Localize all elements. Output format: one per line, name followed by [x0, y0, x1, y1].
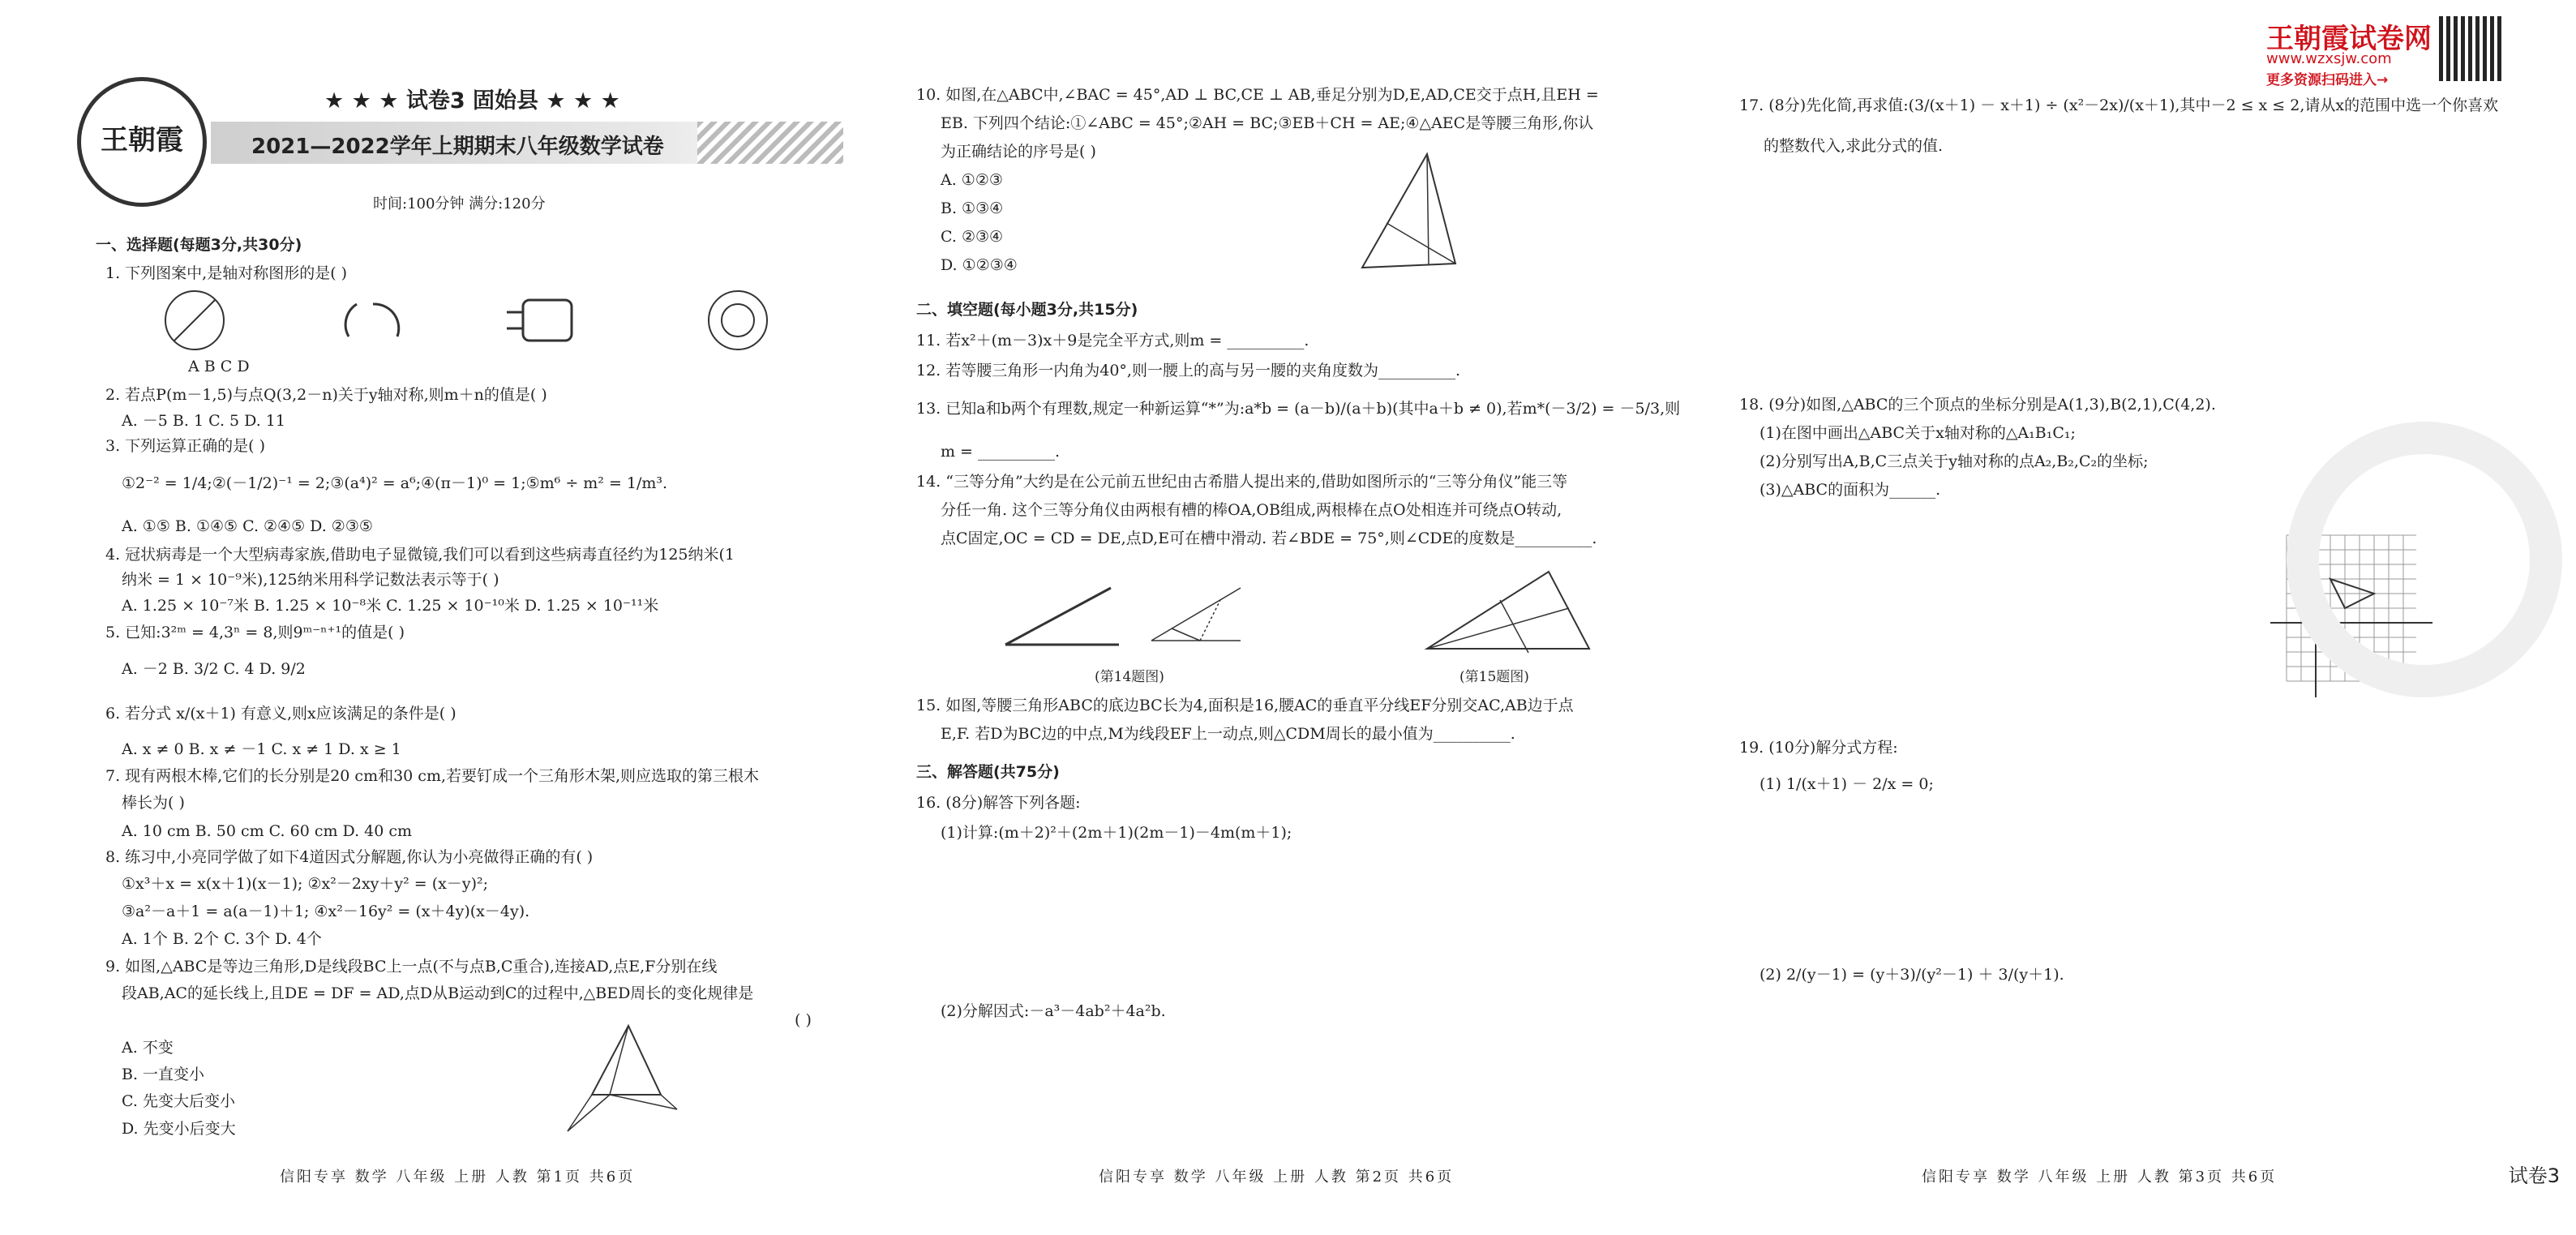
q1-figure-c: [523, 300, 572, 341]
q8-items-2: ③a²－a＋1 = a(a－1)＋1; ④x²－16y² = (x＋4y)(x－4y).: [122, 903, 530, 920]
q9-text-2: 段AB,AC的延长线上,且DE = DF = AD,点D从B运动到C的过程中,△BED周长的变化规律是: [122, 984, 754, 1002]
brand-name: 王朝霞试卷网: [2266, 23, 2432, 55]
brand-tagline: 更多资源扫码进入→: [2266, 72, 2389, 88]
q6-options: A. x ≠ 0 B. x ≠ －1 C. x ≠ 1 D. x ≥ 1: [122, 740, 401, 758]
q10-text-1: 10. 如图,在△ABC中,∠BAC = 45°,AD ⊥ BC,CE ⊥ AB,垂足分别为D,E,AD,CE交于点H,且EH =: [916, 86, 1599, 104]
q18-part-2: (2)分别写出A,B,C三点关于y轴对称的点A₂,B₂,C₂的坐标;: [1759, 452, 2149, 470]
q1-figures: [158, 288, 774, 357]
brand-logo: [77, 77, 207, 207]
q9-blank: ( ): [795, 1011, 812, 1029]
q15-figure: [1411, 560, 1662, 661]
footer-page-3: 信阳专享 数学 八年级 上册 人教 第3页 共6页: [1922, 1169, 2278, 1186]
q10-figure: [1338, 146, 1484, 284]
q10-option-a: A. ①②③: [941, 171, 1003, 189]
q9-option-b: B. 一直变小: [122, 1066, 205, 1083]
q9-option-c: C. 先变大后变小: [122, 1092, 235, 1110]
q4-options: A. 1.25 × 10⁻⁷米 B. 1.25 × 10⁻⁸米 C. 1.25 × 10⁻¹⁰米 D. 1.25 × 10⁻¹¹米: [122, 597, 659, 615]
paper-tag: 试卷3: [2508, 1164, 2560, 1187]
q16-part-1: (1)计算:(m＋2)²＋(2m＋1)(2m－1)－4m(m＋1);: [941, 824, 1292, 842]
q18-part-3: (3)△ABC的面积为______.: [1759, 481, 1941, 499]
paper-number: ★ ★ ★ 试卷3 固始县 ★ ★ ★: [324, 88, 620, 114]
q9-figure: [551, 1014, 697, 1143]
footer-page-2: 信阳专享 数学 八年级 上册 人教 第2页 共6页: [1099, 1169, 1455, 1186]
q10-option-b: B. ①③④: [941, 199, 1004, 217]
footer-page-1: 信阳专享 数学 八年级 上册 人教 第1页 共6页: [280, 1169, 636, 1186]
paper-title: 2021—2022学年上期期末八年级数学试卷: [251, 135, 664, 159]
section-fill: 二、填空题(每小题3分,共15分): [916, 301, 1138, 319]
watermark-seal: [2287, 422, 2562, 697]
q1-labels: A B C D: [188, 358, 250, 375]
q8-options: A. 1个 B. 2个 C. 3个 D. 4个: [122, 930, 322, 948]
q15-caption: (第15题图): [1459, 669, 1529, 685]
q6-text: 6. 若分式 x/(x＋1) 有意义,则x应该满足的条件是( ): [105, 705, 456, 723]
q5-options: A. －2 B. 3/2 C. 4 D. 9/2: [122, 660, 306, 678]
q2-text: 2. 若点P(m－1,5)与点Q(3,2－n)关于y轴对称,则m＋n的值是( ): [105, 386, 547, 404]
q19-text: 19. (10分)解分式方程:: [1739, 739, 1898, 757]
q18-part-1: (1)在图中画出△ABC关于x轴对称的△A₁B₁C₁;: [1759, 424, 2076, 442]
section-answer: 三、解答题(共75分): [916, 763, 1060, 781]
q14-text-3: 点C固定,OC = CD = DE,点D,E可在槽中滑动. 若∠BDE = 75°,则∠CDE的度数是__________.: [941, 530, 1597, 547]
logo-text: 王朝霞: [101, 124, 183, 157]
q10-text-2: EB. 下列四个结论:①∠ABC = 45°;②AH = BC;③EB＋CH = AE;④△AEC是等腰三角形,你认: [941, 114, 1594, 132]
q17-text-2: 的整数代入,求此分式的值.: [1764, 137, 1944, 155]
q14-figure: [997, 568, 1257, 661]
q15-text-1: 15. 如图,等腰三角形ABC的底边BC长为4,面积是16,腰AC的垂直平分线EF分别交AC,AB边于点: [916, 697, 1574, 714]
q13-text: 13. 已知a和b两个有理数,规定一种新运算“*”为:a*b = (a－b)/(a＋b)(其中a＋b ≠ 0),若m*(－3/2) = －5/3,则: [916, 400, 1681, 418]
q10-option-d: D. ①②③④: [941, 256, 1018, 274]
q7-text-2: 棒长为( ): [122, 794, 185, 812]
q2-options: A. －5 B. 1 C. 5 D. 11: [122, 412, 285, 430]
q19-part-1: (1) 1/(x＋1) － 2/x = 0;: [1759, 775, 1934, 793]
q13-answer: m = __________.: [941, 443, 1061, 461]
q9-option-a: A. 不变: [122, 1039, 174, 1057]
q4-text-2: 纳米 = 1 × 10⁻⁹米),125纳米用科学记数法表示等于( ): [122, 571, 499, 589]
page-1: [0, 0, 859, 1235]
q14-caption: (第14题图): [1095, 669, 1164, 685]
q9-text-1: 9. 如图,△ABC是等边三角形,D是线段BC上一点(不与点B,C重合),连接AD,点E,F分别在线: [105, 958, 718, 976]
q3-text: 3. 下列运算正确的是( ): [105, 437, 266, 455]
q9-option-d: D. 先变小后变大: [122, 1120, 236, 1138]
q11-text: 11. 若x²＋(m－3)x＋9是完全平方式,则m = __________.: [916, 332, 1309, 349]
q4-text-1: 4. 冠状病毒是一个大型病毒家族,借助电子显微镜,我们可以看到这些病毒直径约为125纳米(1: [105, 546, 735, 564]
banner-stripe: [697, 122, 843, 164]
title-banner: [211, 122, 843, 164]
q3-items: ①2⁻² = 1/4;②(－1/2)⁻¹ = 2;③(a⁴)² = a⁶;④(π－1)⁰ = 1;⑤m⁶ ÷ m² = 1/m³.: [122, 474, 668, 492]
q14-text-2: 分任一角. 这个三等分角仪由两根有槽的棒OA,OB组成,两根棒在点O处相连并可绕点O转动,: [941, 501, 1562, 519]
exam-meta: 时间:100分钟 满分:120分: [373, 195, 546, 212]
page-2: [892, 0, 1703, 1235]
q10-text-3: 为正确结论的序号是( ): [941, 143, 1096, 161]
q18-text: 18. (9分)如图,△ABC的三个顶点的坐标分别是A(1,3),B(2,1),C(4,2).: [1739, 396, 2216, 414]
q5-text: 5. 已知:3²ᵐ = 4,3ⁿ = 8,则9ᵐ⁻ⁿ⁺¹的值是( ): [105, 624, 405, 641]
q16-part-2: (2)分解因式:－a³－4ab²＋4a²b.: [941, 1002, 1166, 1020]
brand-url: www.wzxsjw.com: [2266, 50, 2392, 67]
q12-text: 12. 若等腰三角形一内角为40°,则一腰上的高与另一腰的夹角度数为__________.: [916, 362, 1461, 380]
q8-items-1: ①x³＋x = x(x＋1)(x－1); ②x²－2xy＋y² = (x－y)²;: [122, 875, 489, 893]
q19-part-2: (2) 2/(y－1) = (y＋3)/(y²－1) ＋ 3/(y＋1).: [1759, 966, 2064, 984]
q17-text-1: 17. (8分)先化简,再求值:(3/(x＋1) － x＋1) ÷ (x²－2x)/(x＋1),其中－2 ≤ x ≤ 2,请从x的范围中选一个你喜欢: [1739, 96, 2499, 114]
q1-figure-d: [709, 291, 767, 349]
q10-option-c: C. ②③④: [941, 228, 1004, 246]
q16-text: 16. (8分)解答下列各题:: [916, 794, 1081, 812]
section-choice: 一、选择题(每题3分,共30分): [96, 236, 302, 254]
qr-code-icon[interactable]: [2439, 16, 2504, 81]
q15-text-2: E,F. 若D为BC边的中点,M为线段EF上一动点,则△CDM周长的最小值为__________.: [941, 725, 1515, 743]
q14-text-1: 14. “三等分角”大约是在公元前五世纪由古希腊人提出来的,借助如图所示的“三等分角仪”能三等: [916, 473, 1568, 491]
q7-options: A. 10 cm B. 50 cm C. 60 cm D. 40 cm: [122, 822, 413, 840]
q1-figure-b: [373, 304, 399, 337]
q3-options: A. ①⑤ B. ①④⑤ C. ②④⑤ D. ②③⑤: [122, 517, 373, 535]
q1-text: 1. 下列图案中,是轴对称图形的是( ): [105, 264, 348, 282]
q8-text: 8. 练习中,小亮同学做了如下4道因式分解题,你认为小亮做得正确的有( ): [105, 848, 594, 866]
q7-text-1: 7. 现有两根木棒,它们的长分别是20 cm和30 cm,若要钉成一个三角形木架,则应选取的第三根木: [105, 767, 760, 785]
